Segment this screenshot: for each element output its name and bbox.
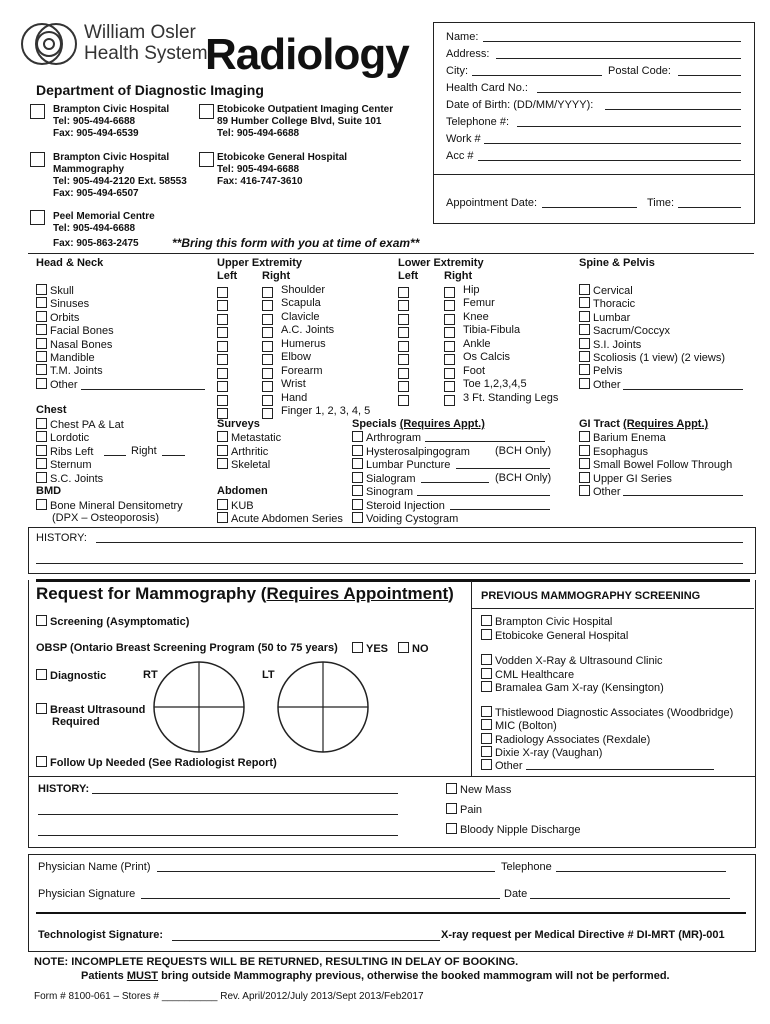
checkbox[interactable] [36, 703, 47, 714]
checkbox[interactable] [352, 445, 363, 456]
specials-sialogram[interactable]: Sialogram [352, 472, 416, 485]
surveys-arthritic[interactable]: Arthritic [217, 445, 268, 458]
gi-upper-gi[interactable]: Upper GI Series [579, 472, 672, 485]
gi-barium-enema[interactable]: Barium Enema [579, 431, 666, 444]
physician-signature-field[interactable] [141, 898, 500, 899]
specials-title: Specials (Requires Appt.) [352, 418, 485, 430]
checkbox[interactable] [36, 669, 47, 680]
bmd-title: BMD [36, 485, 62, 497]
upper-item-label: Forearm [281, 364, 323, 377]
arthrogram-field[interactable] [425, 441, 545, 442]
technologist-signature-label: Technologist Signature: [38, 929, 164, 941]
checkbox[interactable] [36, 338, 47, 349]
checkbox[interactable] [217, 512, 228, 523]
checkbox[interactable] [36, 284, 47, 295]
prev-etobicoke-general[interactable]: Etobicoke General Hospital [481, 629, 628, 642]
head-neck-mandible[interactable]: Mandible [36, 351, 95, 364]
checkbox[interactable] [352, 431, 363, 442]
location-checkbox-3[interactable] [30, 152, 45, 167]
lower-left-checkbox[interactable] [398, 341, 409, 352]
telephone-field[interactable] [517, 126, 741, 127]
lower-item-label: Foot [463, 364, 486, 377]
physician-divider [36, 912, 746, 914]
lower-left-checkbox[interactable] [398, 368, 409, 379]
work-field[interactable] [484, 143, 741, 144]
spine-other-field[interactable] [623, 389, 743, 390]
mammo-screening[interactable]: Screening (Asymptomatic) [36, 615, 189, 628]
chest-lordotic[interactable]: Lordotic [36, 431, 89, 444]
physician-telephone-label: Telephone [501, 861, 552, 873]
lower-item-label: Femur [463, 297, 495, 310]
location-4: Etobicoke General Hospital Tel: 905-494-6688 Fax: 416-747-3610 [217, 152, 348, 187]
prev-thistlewood[interactable]: Thistlewood Diagnostic Associates (Woodbridge) [481, 706, 733, 719]
spine-cervical[interactable]: Cervical [579, 284, 633, 297]
checkbox[interactable] [36, 297, 47, 308]
lower-left-checkbox[interactable] [398, 354, 409, 365]
checkbox[interactable] [217, 445, 228, 456]
spine-si-joints[interactable]: S.I. Joints [579, 338, 641, 351]
chest-ribs-right-label: Right [131, 445, 157, 457]
checkbox[interactable] [481, 746, 492, 757]
prev-cml[interactable]: CML Healthcare [481, 668, 574, 681]
checkbox[interactable] [481, 629, 492, 640]
upper-left-checkbox[interactable] [217, 327, 228, 338]
surveys-title: Surveys [217, 418, 260, 430]
checkbox[interactable] [446, 803, 457, 814]
lower-item-label: Ankle [463, 337, 491, 350]
head-neck-other-field[interactable] [81, 389, 205, 390]
sinogram-field[interactable] [417, 495, 550, 496]
checkbox[interactable] [579, 431, 590, 442]
upper-left-checkbox[interactable] [217, 287, 228, 298]
prev-mammo-title: PREVIOUS MAMMOGRAPHY SCREENING [481, 590, 701, 602]
checkbox[interactable] [352, 512, 363, 523]
checkbox[interactable] [36, 378, 47, 389]
checkbox[interactable] [36, 311, 47, 322]
gi-esophagus[interactable]: Esophagus [579, 445, 648, 458]
ribs-left-field[interactable] [104, 455, 126, 456]
checkbox[interactable] [481, 654, 492, 665]
mammo-new-mass[interactable]: New Mass [446, 783, 511, 796]
location-2: Etobicoke Outpatient Imaging Center 89 Humber College Blvd, Suite 101 Tel: 905-494-6688 [217, 104, 394, 139]
checkbox[interactable] [579, 324, 590, 335]
appt-date-label: Appointment Date: [446, 197, 538, 209]
specials-hysterosalpingogram[interactable]: Hysterosalpingogram [352, 445, 470, 458]
upper-right-checkbox[interactable] [262, 368, 273, 379]
lower-left-checkbox[interactable] [398, 395, 409, 406]
mammo-history-box [28, 776, 756, 848]
checkbox[interactable] [217, 499, 228, 510]
checkbox[interactable] [579, 485, 590, 496]
telephone-label: Telephone #: [446, 116, 509, 128]
patient-name-field[interactable] [483, 41, 741, 42]
physician-date-label: Date [504, 888, 528, 900]
patient-address-field[interactable] [496, 58, 741, 59]
chest-sc-joints[interactable]: S.C. Joints [36, 472, 103, 485]
upper-left-header: Left [217, 270, 238, 282]
checkbox[interactable] [481, 615, 492, 626]
checkbox[interactable] [352, 499, 363, 510]
history-field-1[interactable] [96, 542, 743, 543]
mammo-history-field-2[interactable] [38, 814, 398, 815]
upper-right-checkbox[interactable] [262, 287, 273, 298]
spine-pelvis-title: Spine & Pelvis [579, 257, 655, 269]
upper-item-label: Humerus [281, 337, 326, 350]
physician-telephone-field[interactable] [556, 871, 726, 872]
prev-vodden[interactable]: Vodden X-Ray & Ultrasound Clinic [481, 654, 663, 667]
prev-other[interactable]: Other [481, 759, 523, 772]
checkbox[interactable] [36, 324, 47, 335]
prev-brampton-civic[interactable]: Brampton Civic Hospital [481, 615, 612, 628]
specials-steroid-injection[interactable]: Steroid Injection [352, 499, 445, 512]
upper-item-label: Finger 1, 2, 3, 4, 5 [281, 405, 371, 418]
head-neck-skull[interactable]: Skull [36, 284, 74, 297]
breast-diagram-left[interactable] [276, 660, 370, 754]
org-name-line2: Health System [84, 43, 208, 64]
patient-city-field[interactable] [472, 75, 602, 76]
mammo-pain[interactable]: Pain [446, 803, 482, 816]
mammo-box [28, 580, 756, 776]
lower-right-checkbox[interactable] [444, 314, 455, 325]
abdomen-title: Abdomen [217, 485, 268, 497]
prev-dixie-xray[interactable]: Dixie X-ray (Vaughan) [481, 746, 602, 759]
patient-city-label: City: [446, 65, 468, 77]
upper-right-checkbox[interactable] [262, 408, 273, 419]
prev-other-field[interactable] [526, 769, 714, 770]
checkbox[interactable] [481, 681, 492, 692]
lower-item-label: Os Calcis [463, 351, 511, 364]
breast-diagram-right[interactable] [152, 660, 246, 754]
spine-scoliosis[interactable]: Scoliosis (1 view) (2 views) [579, 351, 725, 364]
upper-extremity-title: Upper Extremity [217, 257, 302, 269]
upper-item-label: Hand [281, 391, 308, 404]
upper-right-checkbox[interactable] [262, 341, 273, 352]
upper-right-checkbox[interactable] [262, 381, 273, 392]
location-checkbox-1[interactable] [30, 104, 45, 119]
history-box [28, 527, 756, 574]
bring-form-note: **Bring this form with you at time of exam** [172, 236, 420, 250]
spine-sacrum[interactable]: Sacrum/Coccyx [579, 324, 670, 337]
technologist-signature-field[interactable] [172, 940, 440, 941]
spine-pelvis[interactable]: Pelvis [579, 364, 622, 377]
prev-title-divider [471, 608, 754, 609]
location-5: Peel Memorial Centre Tel: 905-494-6688 Fax: 905-863-2475 [53, 211, 155, 249]
upper-right-checkbox[interactable] [262, 354, 273, 365]
gi-other[interactable]: Other [579, 485, 621, 498]
ribs-right-field[interactable] [162, 455, 185, 456]
checkbox[interactable] [36, 472, 47, 483]
lumbar-puncture-field[interactable] [456, 468, 550, 469]
upper-left-checkbox[interactable] [217, 341, 228, 352]
checkbox[interactable] [217, 431, 228, 442]
physician-name-label: Physician Name (Print) [38, 861, 151, 873]
lower-item-label: Hip [463, 284, 480, 296]
checkbox[interactable] [36, 418, 47, 429]
lower-left-checkbox[interactable] [398, 327, 409, 338]
specials-arthrogram[interactable]: Arthrogram [352, 431, 421, 444]
lower-right-checkbox[interactable] [444, 381, 455, 392]
checkbox[interactable] [579, 378, 590, 389]
spine-lumbar[interactable]: Lumbar [579, 311, 630, 324]
dob-label: Date of Birth: (DD/MM/YYYY): [446, 99, 594, 111]
history-label: HISTORY: [36, 532, 87, 544]
head-neck-orbits[interactable]: Orbits [36, 311, 79, 324]
physician-date-field[interactable] [530, 898, 730, 899]
mammo-ultrasound[interactable]: Breast Ultrasound [36, 703, 145, 716]
patient-box-divider [433, 174, 754, 175]
checkbox[interactable] [36, 445, 47, 456]
checkbox[interactable] [36, 364, 47, 375]
location-checkbox-4[interactable] [199, 152, 214, 167]
breast-rt-label: RT [143, 669, 158, 681]
checkbox[interactable] [579, 351, 590, 362]
abdomen-acute-series[interactable]: Acute Abdomen Series [217, 512, 343, 525]
head-neck-nasal-bones[interactable]: Nasal Bones [36, 338, 112, 351]
location-3: Brampton Civic Hospital Mammography Tel: 905-494-2120 Ext. 58553 Fax: 905-494-6507 [53, 152, 187, 199]
upper-left-checkbox[interactable] [217, 381, 228, 392]
mammo-follow-up[interactable]: Follow Up Needed (See Radiologist Report) [36, 756, 277, 769]
lower-item-label: 3 Ft. Standing Legs [463, 391, 559, 404]
location-checkbox-5[interactable] [30, 210, 45, 225]
hystero-bch-only: (BCH Only) [495, 445, 552, 457]
checkbox[interactable] [446, 783, 457, 794]
sialogram-bch-only: (BCH Only) [495, 472, 552, 484]
upper-right-header: Right [262, 270, 291, 282]
checkbox[interactable] [36, 499, 47, 510]
patient-postal-label: Postal Code: [608, 65, 671, 77]
upper-left-checkbox[interactable] [217, 300, 228, 311]
specials-voiding-cystogram[interactable]: Voiding Cystogram [352, 512, 458, 525]
lower-right-checkbox[interactable] [444, 287, 455, 298]
lower-right-checkbox[interactable] [444, 395, 455, 406]
mammo-nipple-discharge[interactable]: Bloody Nipple Discharge [446, 823, 580, 836]
patient-address-label: Address: [446, 48, 490, 60]
mammo-obsp-label: OBSP (Ontario Breast Screening Program (50 to 75 years) [36, 642, 338, 654]
lower-left-header: Left [398, 270, 419, 282]
head-neck-title: Head & Neck [36, 257, 104, 269]
surveys-metastatic[interactable]: Metastatic [217, 431, 281, 444]
checkbox[interactable] [481, 719, 492, 730]
lower-right-header: Right [444, 270, 473, 282]
lower-item-label: Toe 1,2,3,4,5 [463, 378, 527, 391]
appt-date-field[interactable] [542, 207, 637, 208]
obsp-no[interactable]: NO [398, 642, 429, 655]
checkbox[interactable] [352, 642, 363, 653]
upper-item-label: A.C. Joints [281, 324, 335, 337]
appt-time-field[interactable] [678, 207, 741, 208]
form-footer: Form # 8100-061 – Stores # __________ Rev. April/2012/July 2013/Sept 2013/Feb2017 [34, 991, 424, 1002]
health-card-label: Health Card No.: [446, 82, 528, 94]
checkbox[interactable] [398, 642, 409, 653]
checkbox[interactable] [481, 733, 492, 744]
checkbox[interactable] [481, 759, 492, 770]
dob-field[interactable] [605, 109, 741, 110]
upper-item-label: Clavicle [281, 310, 320, 323]
sialogram-field[interactable] [421, 482, 489, 483]
checkbox[interactable] [352, 472, 363, 483]
checkbox[interactable] [36, 615, 47, 626]
bmd-dpx-note: (DPX – Osteoporosis) [52, 512, 159, 524]
history-field-2[interactable] [36, 563, 743, 564]
william-osler-logo-icon [20, 22, 78, 66]
checkbox[interactable] [217, 458, 228, 469]
gi-small-bowel[interactable]: Small Bowel Follow Through [579, 458, 732, 471]
head-neck-other[interactable]: Other [36, 378, 78, 391]
mammo-history-field-1[interactable] [92, 793, 398, 794]
prev-radiology-associates[interactable]: Radiology Associates (Rexdale) [481, 733, 650, 746]
checkbox[interactable] [352, 458, 363, 469]
mammo-ultrasound-required: Required [52, 716, 100, 728]
specials-sinogram[interactable]: Sinogram [352, 485, 413, 498]
gi-tract-title: GI Tract (Requires Appt.) [579, 418, 709, 430]
checkbox[interactable] [446, 823, 457, 834]
head-neck-sinuses[interactable]: Sinuses [36, 297, 89, 310]
checkbox[interactable] [579, 445, 590, 456]
bmd-densitometry[interactable]: Bone Mineral Densitometry [36, 499, 183, 512]
lower-right-checkbox[interactable] [444, 300, 455, 311]
lower-left-checkbox[interactable] [398, 300, 409, 311]
lower-right-checkbox[interactable] [444, 354, 455, 365]
chest-title: Chest [36, 404, 67, 416]
mammo-diagnostic[interactable]: Diagnostic [36, 669, 106, 682]
patient-postal-field[interactable] [678, 75, 741, 76]
location-1: Brampton Civic Hospital Tel: 905-494-6688 Fax: 905-494-6539 [53, 104, 170, 139]
spine-thoracic[interactable]: Thoracic [579, 297, 635, 310]
lower-left-checkbox[interactable] [398, 314, 409, 325]
checkbox[interactable] [36, 756, 47, 767]
department-title: Department of Diagnostic Imaging [36, 82, 264, 98]
obsp-yes[interactable]: YES [352, 642, 388, 655]
breast-lt-label: LT [262, 669, 275, 681]
upper-left-checkbox[interactable] [217, 314, 228, 325]
checkbox[interactable] [579, 364, 590, 375]
surveys-skeletal[interactable]: Skeletal [217, 458, 270, 471]
acc-field[interactable] [478, 160, 741, 161]
page-title: Radiology [205, 30, 409, 79]
chest-ribs[interactable]: Ribs Left [36, 445, 93, 458]
mammo-history-field-3[interactable] [38, 835, 398, 836]
patient-name-label: Name: [446, 31, 479, 43]
head-neck-tm-joints[interactable]: T.M. Joints [36, 364, 103, 377]
physician-name-field[interactable] [157, 871, 495, 872]
spine-other[interactable]: Other [579, 378, 621, 391]
upper-right-checkbox[interactable] [262, 395, 273, 406]
checkbox[interactable] [579, 458, 590, 469]
mammo-history-label: HISTORY: [38, 783, 90, 795]
lower-right-checkbox[interactable] [444, 327, 455, 338]
upper-item-label: Shoulder [281, 284, 326, 296]
abdomen-kub[interactable]: KUB [217, 499, 254, 512]
upper-right-checkbox[interactable] [262, 327, 273, 338]
health-card-field[interactable] [537, 92, 741, 93]
lower-right-checkbox[interactable] [444, 368, 455, 379]
checkbox[interactable] [579, 338, 590, 349]
appt-time-label: Time: [647, 197, 675, 209]
chest-pa-lat[interactable]: Chest PA & Lat [36, 418, 124, 431]
upper-left-checkbox[interactable] [217, 354, 228, 365]
checkbox[interactable] [579, 311, 590, 322]
mammo-vertical-divider [471, 581, 472, 776]
medical-directive: X-ray request per Medical Directive # DI-MRT (MR)-001 [441, 929, 725, 941]
acc-label: Acc # [446, 150, 474, 162]
checkbox[interactable] [481, 668, 492, 679]
work-label: Work # [446, 133, 481, 145]
prev-bramalea-gam[interactable]: Bramalea Gam X-ray (Kensington) [481, 681, 664, 694]
upper-right-checkbox[interactable] [262, 314, 273, 325]
checkbox[interactable] [579, 297, 590, 308]
head-neck-facial-bones[interactable]: Facial Bones [36, 324, 114, 337]
lower-extremity-title: Lower Extremity [398, 257, 484, 269]
checkbox[interactable] [579, 284, 590, 295]
lower-left-checkbox[interactable] [398, 287, 409, 298]
steroid-injection-field[interactable] [450, 509, 550, 510]
location-checkbox-2[interactable] [199, 104, 214, 119]
mammo-title: Request for Mammography (Requires Appointment) [36, 584, 454, 603]
gi-other-field[interactable] [623, 495, 743, 496]
checkbox[interactable] [352, 485, 363, 496]
chest-sternum[interactable]: Sternum [36, 458, 92, 471]
upper-item-label: Scapula [281, 297, 321, 310]
physician-signature-label: Physician Signature [38, 888, 136, 900]
upper-left-checkbox[interactable] [217, 395, 228, 406]
upper-item-label: Wrist [281, 378, 306, 391]
note-line-1: NOTE: INCOMPLETE REQUESTS WILL BE RETURNED, RESULTING IN DELAY OF BOOKING. [34, 956, 519, 968]
lower-item-label: Tibia-Fibula [463, 324, 521, 337]
org-name-line1: William Osler [84, 22, 196, 43]
checkbox[interactable] [481, 706, 492, 717]
lower-left-checkbox[interactable] [398, 381, 409, 392]
prev-mic-bolton[interactable]: MIC (Bolton) [481, 719, 557, 732]
checkbox[interactable] [36, 458, 47, 469]
checkbox[interactable] [36, 431, 47, 442]
lower-right-checkbox[interactable] [444, 341, 455, 352]
checkbox[interactable] [36, 351, 47, 362]
checkbox[interactable] [579, 472, 590, 483]
upper-right-checkbox[interactable] [262, 300, 273, 311]
exam-section-divider [28, 253, 754, 254]
upper-item-label: Elbow [281, 351, 311, 364]
note-line-2: Patients MUST bring outside Mammography previous, otherwise the booked mammogram will not be performed. [81, 970, 670, 982]
upper-left-checkbox[interactable] [217, 368, 228, 379]
lower-item-label: Knee [463, 310, 489, 323]
specials-lumbar-puncture[interactable]: Lumbar Puncture [352, 458, 450, 471]
